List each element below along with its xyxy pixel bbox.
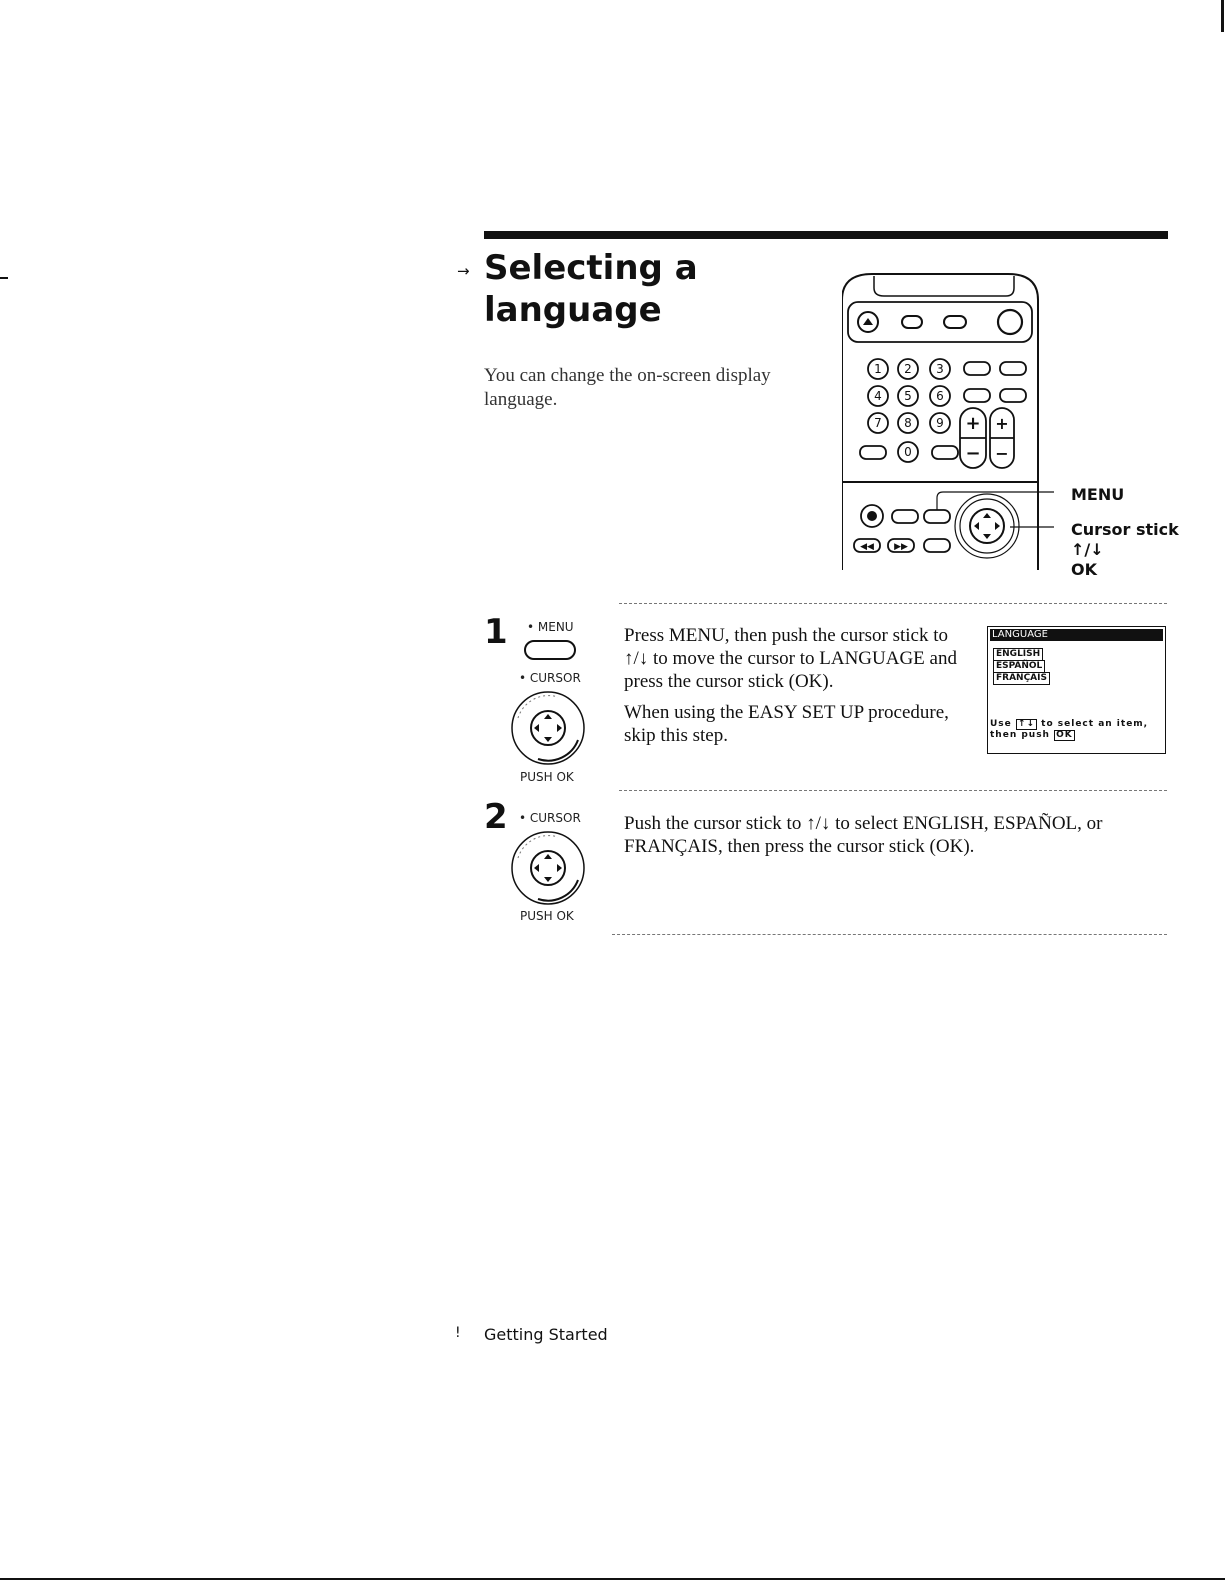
osd-title: LANGUAGE bbox=[990, 629, 1163, 641]
step-2-instructions bbox=[624, 812, 1154, 858]
step-2-push-ok: PUSH OK bbox=[520, 909, 574, 923]
menu-button bbox=[924, 510, 950, 523]
step-separator-top bbox=[619, 603, 1167, 604]
osd-help-use: Use bbox=[990, 719, 1012, 729]
power-button-icon bbox=[998, 310, 1022, 334]
step-1-cursor-label: • CURSOR bbox=[519, 671, 581, 685]
language-menu-screen bbox=[987, 626, 1166, 754]
step-1-menu-label: • MENU bbox=[527, 620, 574, 634]
cursor-stick-icon bbox=[508, 688, 588, 768]
page-title-line-1: Selecting a bbox=[484, 248, 698, 288]
footer-section-label: Getting Started bbox=[484, 1325, 608, 1344]
page-title-line-2: language bbox=[484, 290, 662, 330]
callout-cursor-stick: Cursor stick bbox=[1071, 520, 1179, 539]
osd-option-francais: FRANÇAIS bbox=[993, 672, 1050, 685]
num-label-2: 2 bbox=[904, 362, 912, 376]
step-1-number: 1 bbox=[484, 612, 508, 652]
osd-help-ok: OK bbox=[1056, 730, 1073, 740]
channel-minus-label: − bbox=[995, 444, 1009, 463]
callout-ok: OK bbox=[1071, 560, 1097, 579]
intro-paragraph: You can change the on-screen display language. bbox=[484, 365, 771, 410]
num-label-0: 0 bbox=[904, 445, 912, 459]
osd-help-arrows: ↑↓ bbox=[1017, 719, 1036, 729]
osd-option-espanol: ESPAÑOL bbox=[993, 660, 1045, 673]
svg-text:▶▶: ▶▶ bbox=[894, 542, 908, 552]
remote-top-panel bbox=[848, 302, 1032, 342]
step-1-push-ok: PUSH OK bbox=[520, 770, 574, 784]
callout-arrows: ↑/↓ bbox=[1071, 540, 1104, 559]
step-2-cursor-label: • CURSOR bbox=[519, 811, 581, 825]
callout-menu: MENU bbox=[1071, 485, 1125, 504]
volume-minus-label: − bbox=[965, 443, 981, 464]
num-label-7: 7 bbox=[874, 416, 882, 430]
num-label-4: 4 bbox=[874, 389, 882, 403]
num-label-5: 5 bbox=[904, 389, 912, 403]
footer-mark: ! bbox=[455, 1325, 461, 1341]
num-label-1: 1 bbox=[874, 362, 882, 376]
page-edge-tick bbox=[0, 277, 8, 279]
step-2-text-main: Push the cursor stick to ↑/↓ to select ENGLISH, ESPAÑOL, or FRANÇAIS, then press the cursor stick (OK). bbox=[624, 813, 1103, 857]
page-edge-mark bbox=[1221, 0, 1224, 32]
osd-option-english: ENGLISH bbox=[993, 648, 1043, 661]
osd-help-mid: to select an item, then push bbox=[990, 719, 1149, 740]
num-label-3: 3 bbox=[936, 362, 944, 376]
num-label-9: 9 bbox=[936, 416, 944, 430]
channel-plus-label: + bbox=[995, 414, 1009, 433]
num-label-6: 6 bbox=[936, 389, 944, 403]
cursor-stick-icon bbox=[508, 828, 588, 908]
step-separator-middle bbox=[619, 790, 1167, 791]
title-marker: → bbox=[457, 262, 470, 280]
step-2-number: 2 bbox=[484, 797, 508, 837]
menu-button-icon bbox=[523, 638, 579, 662]
step-1-text-note: When using the EASY SET UP procedure, skip this step. bbox=[624, 702, 949, 746]
svg-text:◀◀: ◀◀ bbox=[860, 542, 874, 552]
step-separator-bottom bbox=[612, 934, 1167, 935]
step-1-text-main: Press MENU, then push the cursor stick to ↑/↓ to move the cursor to LANGUAGE and press the cursor stick (OK). bbox=[624, 625, 957, 692]
page-title bbox=[484, 247, 804, 331]
num-label-8: 8 bbox=[904, 416, 912, 430]
osd-help-text bbox=[990, 719, 1160, 741]
step-1-instructions bbox=[624, 624, 962, 747]
volume-plus-label: + bbox=[965, 413, 981, 434]
section-rule bbox=[484, 231, 1168, 239]
page-bottom-rule bbox=[0, 1578, 1225, 1580]
